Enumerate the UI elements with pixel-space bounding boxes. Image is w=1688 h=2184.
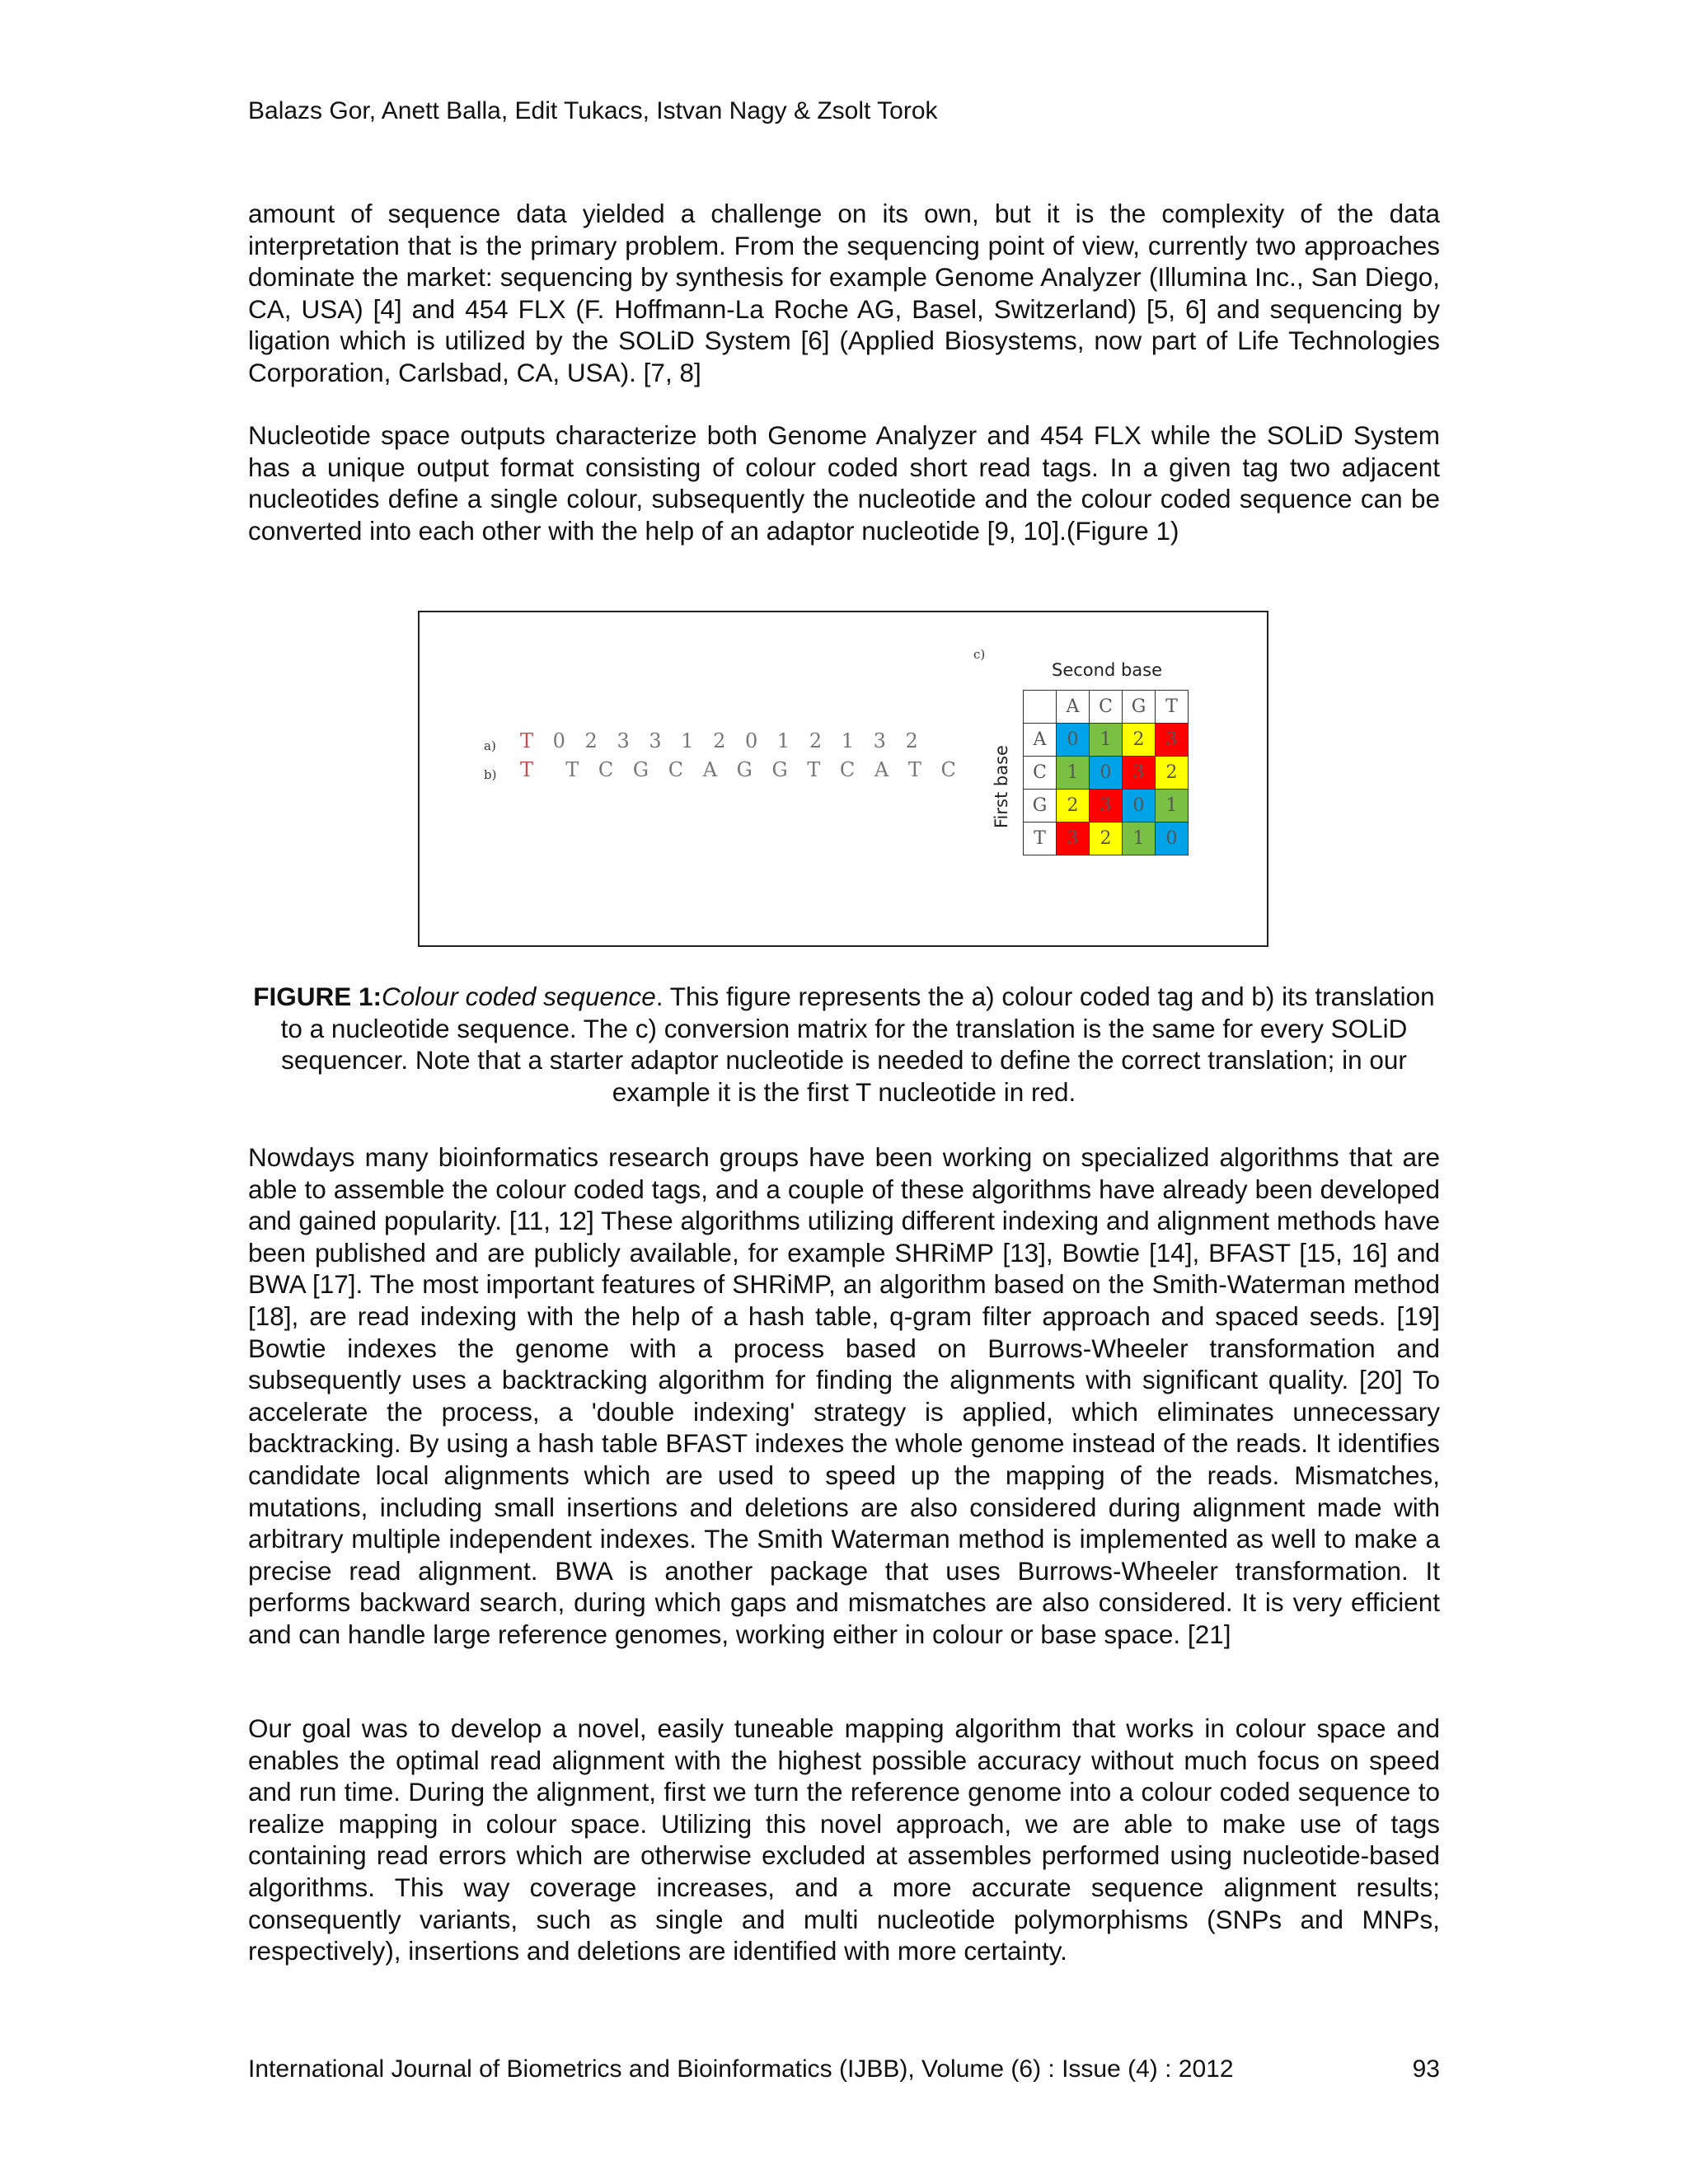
nucleotide-sequence: T C G C A G G T C A T C: [540, 758, 963, 781]
matrix-cell: 0: [1057, 724, 1090, 757]
matrix-row: [1024, 823, 1189, 855]
figure-caption: [248, 981, 1440, 1108]
matrix-column-header: G: [1123, 691, 1156, 724]
figure-label-a: a): [484, 738, 496, 753]
matrix-corner-cell: [1024, 691, 1057, 724]
body-paragraph-4: Our goal was to develop a novel, easily tuneable mapping algorithm that works in colour space and enables the optimal read alignment with the highest possible accuracy without much focus on speed and run time. During the alignment, first we turn the reference genome into a colour coded sequence to realize mapping in colour space. Utilizing this novel approach, we are able to make use of tags containing read errors which are otherwise excluded at assembles performed using nucleotide-based algorithms. This way coverage increases, and a more accurate sequence alignment results; consequently variants, such as single and multi nucleotide polymorphisms (SNPs and MNPs, respectively), insertions and deletions are identified with more certainty.: [248, 1713, 1440, 1966]
conversion-matrix: [1023, 690, 1189, 855]
colour-code-sequence: 0 2 3 3 1 2 0 1 2 1 3 2: [540, 729, 925, 752]
matrix-column-header: C: [1090, 691, 1123, 724]
running-header: Balazs Gor, Anett Balla, Edit Tukacs, Istvan Nagy & Zsolt Torok: [248, 97, 938, 124]
page-number: 93: [1412, 2055, 1440, 2083]
matrix-row-header: C: [1024, 757, 1057, 790]
matrix-cell: 0: [1090, 757, 1123, 790]
matrix-cell: 1: [1156, 790, 1189, 823]
matrix-cell: 0: [1123, 790, 1156, 823]
caption-title: Colour coded sequence: [382, 982, 656, 1011]
body-paragraph-1: amount of sequence data yielded a challenge on its own, but it is the complexity of the data interpretation that is the primary problem. From the sequencing point of view, currently two approaches dominate the market: sequencing by synthesis for example Genome Analyzer (Illumina Inc., San Diego, CA, USA) [4] and 454 FLX (F. Hoffmann-La Roche AG, Basel, Switzerland) [5, 6] and sequencing by ligation which is utilized by the SOLiD System [6] (Applied Biosystems, now part of Life Technologies Corporation, Carlsbad, CA, USA). [7, 8]: [248, 199, 1440, 387]
body-paragraph-3: Nowdays many bioinformatics research groups have been working on specialized algorithms that are able to assemble the colour coded tags, and a couple of these algorithms have already been developed and gained popularity. [11, 12] These algorithms utilizing different indexing and alignment methods have been published and are publicly available, for example SHRiMP [13], Bowtie [14], BFAST [15, 16] and BWA [17]. The most important features of SHRiMP, an algorithm based on the Smith-Waterman method [18], are read indexing with the help of a hash table, q-gram filter approach and spaced seeds. [19] Bowtie indexes the genome with a process based on Burrows-Wheeler transformation and subsequently uses a backtracking algorithm for finding the alignments with significant quality. [20] To accelerate the process, a 'double indexing' strategy is applied, which eliminates unnecessary backtracking. By using a hash table BFAST indexes the whole genome instead of the reads. It identifies candidate local alignments which are used to speed up the mapping of the reads. Mismatches, mutations, including small insertions and deletions are also considered during alignment made with arbitrary multiple independent indexes. The Smith Waterman method is implemented as well to make a precise read alignment. BWA is another package that uses Burrows-Wheeler transformation. It performs backward search, during which gaps and mismatches are also considered. It is very efficient and can handle large reference genomes, working either in colour or base space. [21]: [248, 1142, 1440, 1649]
matrix-column-header: T: [1156, 691, 1189, 724]
figure-label-b: b): [484, 767, 497, 782]
figure-label-c: c): [973, 647, 986, 662]
matrix-row: [1024, 724, 1189, 757]
matrix-cell: 2: [1156, 757, 1189, 790]
second-base-label: Second base: [1052, 660, 1163, 680]
matrix-cell: 1: [1090, 724, 1123, 757]
journal-footer: International Journal of Biometrics and Bioinformatics (IJBB), Volume (6) : Issue (4) : 2012: [248, 2055, 1234, 2083]
matrix-cell: 2: [1090, 823, 1123, 855]
caption-text: . This figure represents the a) colour coded tag and b) its translation to a nucleotide sequence. The c) conversion matrix for the translation is the same for every SOLiD sequencer. Note that a starter adaptor nucleotide is needed to define the correct translation; in our example it is the first T nucleotide in red.: [280, 982, 1435, 1107]
matrix-row-header: G: [1024, 790, 1057, 823]
matrix-cell: 1: [1123, 823, 1156, 855]
first-base-label: First base: [992, 745, 1011, 828]
matrix-cell: 1: [1057, 757, 1090, 790]
matrix-header-row: [1024, 691, 1189, 724]
adaptor-nucleotide: T: [520, 729, 541, 752]
matrix-cell: 3: [1156, 724, 1189, 757]
matrix-row-header: A: [1024, 724, 1057, 757]
matrix-column-header: A: [1057, 691, 1090, 724]
nucleotide-translation: [520, 758, 963, 781]
matrix-cell: 2: [1057, 790, 1090, 823]
matrix-row: [1024, 790, 1189, 823]
matrix-cell: 3: [1123, 757, 1156, 790]
caption-label: FIGURE 1:: [253, 982, 382, 1011]
matrix-cell: 0: [1156, 823, 1189, 855]
adaptor-nucleotide: T: [520, 758, 541, 781]
matrix-row: [1024, 757, 1189, 790]
matrix-row-header: T: [1024, 823, 1057, 855]
matrix-cell: 3: [1057, 823, 1090, 855]
matrix-cell: 2: [1123, 724, 1156, 757]
figure-1: [418, 611, 1268, 947]
matrix-cell: 3: [1090, 790, 1123, 823]
body-paragraph-2: Nucleotide space outputs characterize both Genome Analyzer and 454 FLX while the SOLiD System has a unique output format consisting of colour coded short read tags. In a given tag two adjacent nucleotides define a single colour, subsequently the nucleotide and the colour coded sequence can be converted into each other with the help of an adaptor nucleotide [9, 10].(Figure 1): [248, 420, 1440, 546]
colour-coded-tag: [520, 729, 925, 752]
